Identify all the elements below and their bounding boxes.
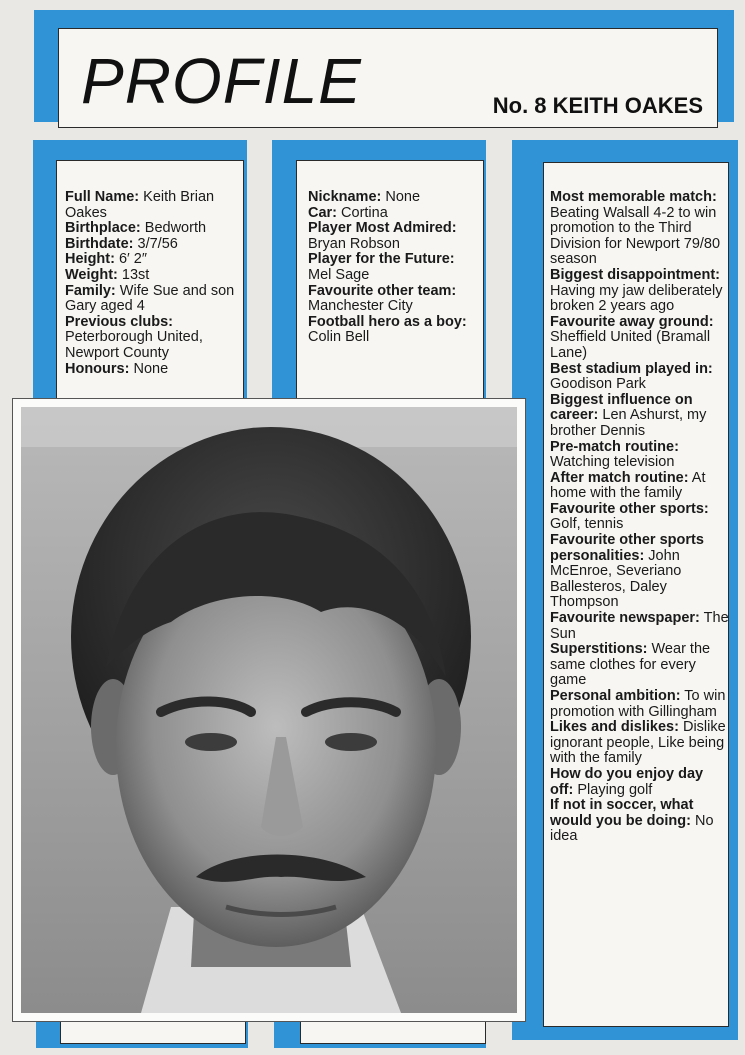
profile-entry-label: Football hero as a boy: [308, 313, 467, 330]
page-title: PROFILE [81, 45, 362, 117]
profile-entry-label: Player for the Future: [308, 251, 455, 268]
profile-entry [308, 206, 478, 222]
profile-entry-value: To win promotion with Gillingham [550, 688, 726, 720]
profile-entry-value: Wife Sue and son Gary aged 4 [65, 282, 235, 315]
player-portrait-image [21, 407, 517, 1013]
profile-entry-label: Honours: [65, 360, 130, 377]
profile-entry-label: Favourite other sports personalities: [550, 532, 704, 564]
profile-entry-value: Manchester City [308, 298, 413, 315]
profile-entry-value: Mel Sage [308, 266, 370, 283]
profile-entry-label: How do you enjoy day off: [550, 765, 704, 798]
profile-entry [308, 190, 478, 206]
profile-entry [550, 268, 730, 315]
profile-entry-label: Height: [65, 251, 115, 268]
profile-entry [550, 440, 730, 471]
profile-entry-label: Nickname: [308, 189, 382, 205]
profile-entry-value: Beating Walsall 4-2 to win promotion to the Third Division for Newport 79/80 season [550, 204, 721, 268]
profile-entry-label: Pre-match routine: [550, 438, 679, 455]
profile-entry-value: Golf, tennis [550, 516, 624, 533]
profile-entry-value: Colin Bell [308, 329, 370, 346]
profile-entry-value: No idea [550, 812, 714, 845]
profile-entry-label: Favourite other sports: [550, 500, 709, 517]
profile-entry-label: Biggest influence on career: [550, 391, 693, 424]
profile-entry-value: Wear the same clothes for every game [550, 641, 711, 689]
profile-entry [65, 315, 237, 362]
profile-entry [550, 315, 730, 362]
profile-entry [65, 268, 237, 284]
profile-entry-label: Most memorable match: [550, 189, 717, 205]
profile-entry-label: Birthdate: [65, 235, 134, 252]
profile-entry-label: After match routine: [550, 469, 689, 486]
profile-entry-value: Bryan Robson [308, 235, 400, 252]
profile-entry-value: Having my jaw deliberately broken 2 years ago [550, 282, 723, 315]
profile-entry-label: Best stadium played in: [550, 360, 713, 377]
profile-entry [550, 642, 730, 689]
profile-entry-value: The Sun [550, 610, 729, 642]
profile-entry-value: Bedworth [140, 220, 207, 237]
profile-entry-label: Weight: [65, 266, 118, 283]
profile-entry-label: Previous clubs: [65, 313, 173, 330]
profile-entry [550, 190, 730, 268]
profile-entry [308, 284, 478, 315]
profile-entry-value: Dislike ignorant people, Like being with the family [550, 719, 726, 767]
profile-entry-value: At home with the family [550, 469, 706, 502]
profile-entry [550, 502, 730, 533]
profile-entry-label: Family: [65, 282, 116, 299]
profile-entry-value: 13st [117, 266, 150, 283]
profile-entry-value: Peterborough United, Newport County [65, 329, 203, 361]
profile-entry-value: Watching television [550, 454, 675, 471]
profile-entry [65, 252, 237, 268]
profile-entry-value: 3/7/56 [133, 235, 178, 252]
profile-entry-value: John McEnroe, Severiano Ballesteros, Daley Thompson [550, 547, 682, 611]
profile-entry-label: Biggest disappointment: [550, 266, 720, 283]
profile-entry-label: Favourite other team: [308, 282, 457, 299]
profile-entry-value: Len Ashurst, my brother Dennis [550, 407, 707, 439]
profile-entry [308, 221, 478, 252]
profile-entry-label: Favourite away ground: [550, 313, 714, 330]
profile-entry-value: Sheffield United (Bramall Lane) [550, 329, 711, 361]
profile-entry-label: Favourite newspaper: [550, 610, 700, 627]
profile-entry-label: Full Name: [65, 189, 140, 205]
profile-entry-label: Car: [308, 204, 338, 221]
profile-entry [550, 689, 730, 720]
profile-entry-label: Birthplace: [65, 220, 141, 237]
profile-entry [308, 315, 478, 346]
profile-entry-label: Personal ambition: [550, 688, 681, 704]
profile-entry-value: Playing golf [573, 781, 653, 798]
profile-entry [65, 190, 237, 221]
profile-entry-label: If not in soccer, what would you be doing: [550, 797, 694, 829]
profile-entry [65, 362, 237, 378]
player-name: No. 8 KEITH OAKES [492, 93, 703, 118]
profile-entry [550, 798, 730, 845]
profile-entry-value: 6′ 2″ [114, 251, 147, 268]
profile-entry [65, 284, 237, 315]
profile-entry [308, 252, 478, 283]
profile-entry-value: None [129, 360, 169, 377]
profile-entry [65, 237, 237, 253]
profile-entry [550, 767, 730, 798]
profile-entry-label: Superstitions: [550, 641, 648, 658]
profile-entry [550, 533, 730, 611]
profile-entry-value: Goodison Park [550, 376, 646, 393]
profile-entry-value: Cortina [337, 204, 388, 221]
profile-entry [550, 720, 730, 767]
profile-entry [550, 362, 730, 393]
column-1-text [65, 190, 237, 377]
profile-entry [550, 611, 730, 642]
column-3-text [550, 190, 730, 845]
profile-entry-value: Keith Brian Oakes [65, 189, 215, 221]
player-photo [12, 398, 526, 1022]
profile-entry-value: None [381, 189, 421, 205]
profile-entry [550, 393, 730, 440]
profile-entry-label: Likes and dislikes: [550, 719, 679, 736]
profile-entry [550, 471, 730, 502]
column-2-text [308, 190, 478, 346]
profile-entry [65, 221, 237, 237]
profile-entry-label: Player Most Admired: [308, 220, 457, 237]
header-panel [58, 28, 718, 128]
